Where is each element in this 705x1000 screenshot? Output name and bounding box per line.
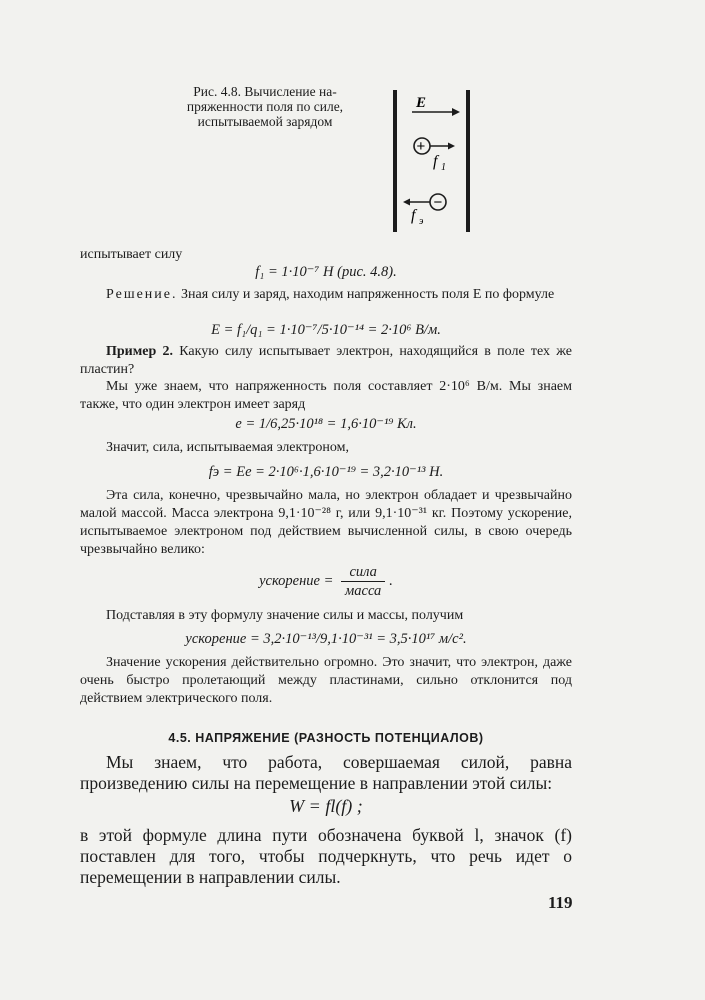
electron-force-label: f xyxy=(411,207,416,224)
formula-6: ускорение = 3,2·10⁻¹³/9,1·10⁻³¹ = 3,5·10¹⁷ м/с². xyxy=(185,631,467,647)
paragraph-example xyxy=(80,343,572,379)
formula-2: E = f₁/q₁ = 1·10⁻⁷/5·10⁻¹⁴ = 2·10⁶ В/м. xyxy=(211,322,441,338)
caption-line-1: Рис. 4.8. Вычисление на- xyxy=(193,84,337,99)
formula-1: f₁ = 1·10⁻⁷ Н (рис. 4.8). xyxy=(255,264,397,280)
solution-label: Решение. xyxy=(106,287,178,302)
capacitor-field-figure xyxy=(380,90,500,240)
caption-line-3: испытываемой зарядом xyxy=(197,114,333,129)
figure-caption xyxy=(165,84,365,129)
fraction-denominator: масса xyxy=(345,583,382,599)
electron-minus: − xyxy=(433,194,443,211)
paragraph-3: Мы уже знаем, что напряженность поля составляет 2·10⁶ В/м. Мы знаем также, что один электрон имеет заряд xyxy=(80,379,572,412)
paragraph-4: Значит, сила, испытываемая электроном, xyxy=(106,440,350,455)
proton-force-label: f xyxy=(433,153,438,170)
formula-5 xyxy=(80,563,572,600)
formula-7: W = fl(f) ; xyxy=(289,796,363,816)
proton-force-subscript: 1 xyxy=(441,162,446,173)
proton-plus: + xyxy=(416,138,426,155)
solution-text: Зная силу и заряд, находим напряженность поля E по формуле xyxy=(177,287,555,302)
fraction xyxy=(341,563,385,600)
paragraph-9: в этой формуле длина пути обозначена буквой l, значок (f) поставлен для того, чтобы подчеркнуть, что речь идет о перемещении в направлении силы. xyxy=(80,825,572,887)
page-number: 119 xyxy=(548,893,573,912)
formula-4: fэ = Ee = 2·10⁶·1,6·10⁻¹⁹ = 3,2·10⁻¹³ Н. xyxy=(208,464,444,480)
example-label: Пример 2. xyxy=(106,344,174,359)
fraction-numerator: сила xyxy=(341,563,385,582)
section-heading: 4.5. НАПРЯЖЕНИЕ (РАЗНОСТЬ ПОТЕНЦИАЛОВ) xyxy=(168,731,484,745)
field-label: E xyxy=(416,95,427,111)
paragraph-1: испытывает силу xyxy=(80,247,183,262)
formula-3: e = 1/6,25·10¹⁸ = 1,6·10⁻¹⁹ Кл. xyxy=(235,416,417,432)
electron-force-arrow-head xyxy=(403,199,410,206)
paragraph-7: Значение ускорения действительно огромно. Это значит, что электрон, даже очень быстро пролетающий между пластинами, сильно отклонится под действием электрического поля. xyxy=(80,655,572,706)
paragraph-8: Мы знаем, что работа, совершаемая силой, равна произведению силы на перемещение в направлении этой силы: xyxy=(80,752,572,793)
field-arrow-head xyxy=(452,108,460,116)
paragraph-5: Эта сила, конечно, чрезвычайно мала, но электрон обладает и чрезвычайно малой массой. Масса электрона 9,1·10⁻²⁸ г, или 9,1·10⁻³¹ кг. Поэтому ускорение, испытываемое электроном под действием вычисленной силы, в свою очередь чрезвычайно велико: xyxy=(80,488,572,557)
caption-line-2: пряженности поля по силе, xyxy=(186,99,344,114)
formula-5-end: . xyxy=(389,572,393,589)
formula-5-lhs: ускорение = xyxy=(259,572,334,589)
electron-force-subscript: э xyxy=(419,216,424,227)
paragraph-6: Подставляя в эту формулу значение силы и массы, получим xyxy=(106,608,464,623)
proton-force-arrow-head xyxy=(448,143,455,150)
paragraph-solution xyxy=(80,286,572,304)
example-text: Какую силу испытывает электрон, находящийся в поле тех же пластин? xyxy=(80,344,573,377)
